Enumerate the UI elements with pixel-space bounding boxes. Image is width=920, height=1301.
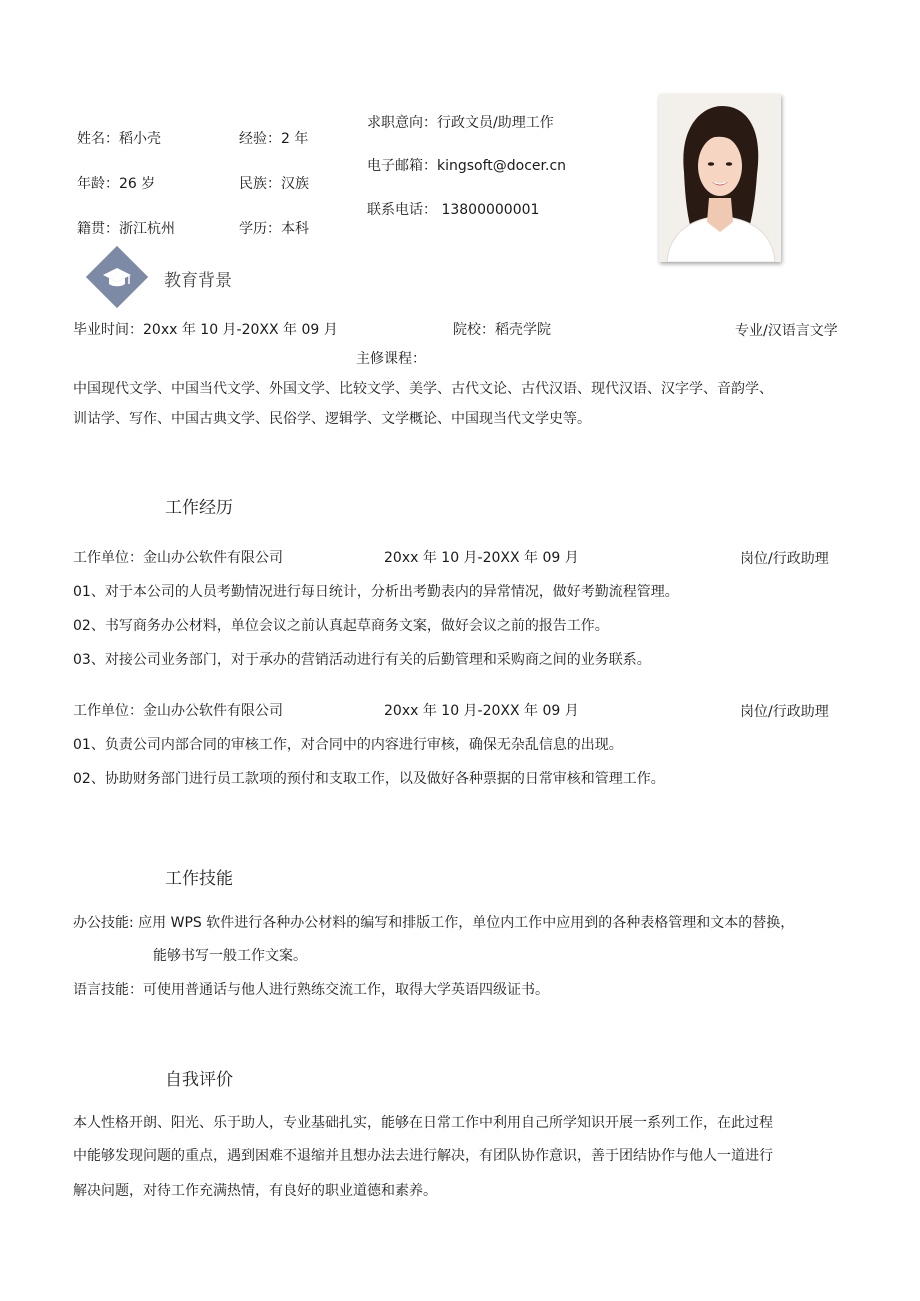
self-eval-section-title: 自我评价 [165, 1070, 233, 1090]
education-section-title: 教育背景 [164, 271, 232, 291]
work-section-title: 工作经历 [165, 498, 233, 518]
self-eval-line: 解决问题，对待工作充满热情，有良好的职业道德和素养。 [73, 1183, 437, 1199]
courses-label: 主修课程： [356, 351, 426, 367]
job-company: 工作单位：金山办公软件有限公司 [73, 703, 283, 719]
email-field: 电子邮箱：kingsoft@docer.cn [367, 158, 567, 174]
phone-field: 联系电话： 13800000001 [367, 202, 540, 218]
graduation-period: 毕业时间：20xx 年 10 月-20XX 年 09 月 [73, 322, 338, 338]
hometown-field: 籍贯：浙江杭州 [77, 221, 175, 237]
job-duty: 02、协助财务部门进行员工款项的预付和支取工作，以及做好各种票据的日常审核和管理工作。 [73, 771, 665, 787]
name-field: 姓名：稻小壳 [77, 131, 161, 147]
job-period: 20xx 年 10 月-20XX 年 09 月 [384, 550, 579, 566]
self-eval-line: 本人性格开朗、阳光、乐于助人，专业基础扎实，能够在日常工作中利用自己所学知识开展一系列工作，在此过程 [73, 1115, 773, 1131]
major-name: 专业/汉语言文学 [735, 323, 838, 339]
school-name: 院校：稻壳学院 [453, 322, 551, 338]
job-company: 工作单位：金山办公软件有限公司 [73, 550, 283, 566]
job-duty: 02、书写商务办公材料，单位会议之前认真起草商务文案，做好会议之前的报告工作。 [73, 618, 609, 634]
objective-field: 求职意向：行政文员/助理工作 [367, 115, 554, 131]
skills-section-title: 工作技能 [165, 869, 233, 889]
age-field: 年龄：26 岁 [77, 176, 156, 192]
job-duty: 01、负责公司内部合同的审核工作，对合同中的内容进行审核，确保无杂乱信息的出现。 [73, 737, 623, 753]
job-position: 岗位/行政助理 [740, 704, 829, 720]
office-skill-line: 办公技能: 应用 WPS 软件进行各种办公材料的编写和排版工作，单位内工作中应用到的各种表格管理和文本的替换， [73, 915, 795, 931]
courses-line: 训诂学、写作、中国古典文学、民俗学、逻辑学、文学概论、中国现当代文学史等。 [73, 411, 591, 427]
job-period: 20xx 年 10 月-20XX 年 09 月 [384, 703, 579, 719]
self-eval-line: 中能够发现问题的重点，遇到困难不退缩并且想办法去进行解决，有团队协作意识，善于团结协作与他人一道进行 [73, 1148, 773, 1164]
profile-photo [659, 94, 781, 262]
portrait-illustration [659, 94, 781, 262]
experience-field: 经验：2 年 [239, 131, 309, 147]
language-skill-line: 语言技能：可使用普通话与他人进行熟练交流工作，取得大学英语四级证书。 [73, 982, 549, 998]
job-duty: 01、对于本公司的人员考勤情况进行每日统计，分析出考勤表内的异常情况，做好考勤流程管理。 [73, 584, 679, 600]
job-position: 岗位/行政助理 [740, 551, 829, 567]
ethnicity-field: 民族：汉族 [239, 176, 309, 192]
office-skill-line: 能够书写一般工作文案。 [153, 948, 307, 964]
graduation-cap-icon [86, 246, 148, 308]
courses-line: 中国现代文学、中国当代文学、外国文学、比较文学、美学、古代文论、古代汉语、现代汉语、汉字学、音韵学、 [73, 381, 773, 397]
job-duty: 03、对接公司业务部门，对于承办的营销活动进行有关的后勤管理和采购商之间的业务联系。 [73, 652, 651, 668]
degree-field: 学历：本科 [239, 221, 309, 237]
